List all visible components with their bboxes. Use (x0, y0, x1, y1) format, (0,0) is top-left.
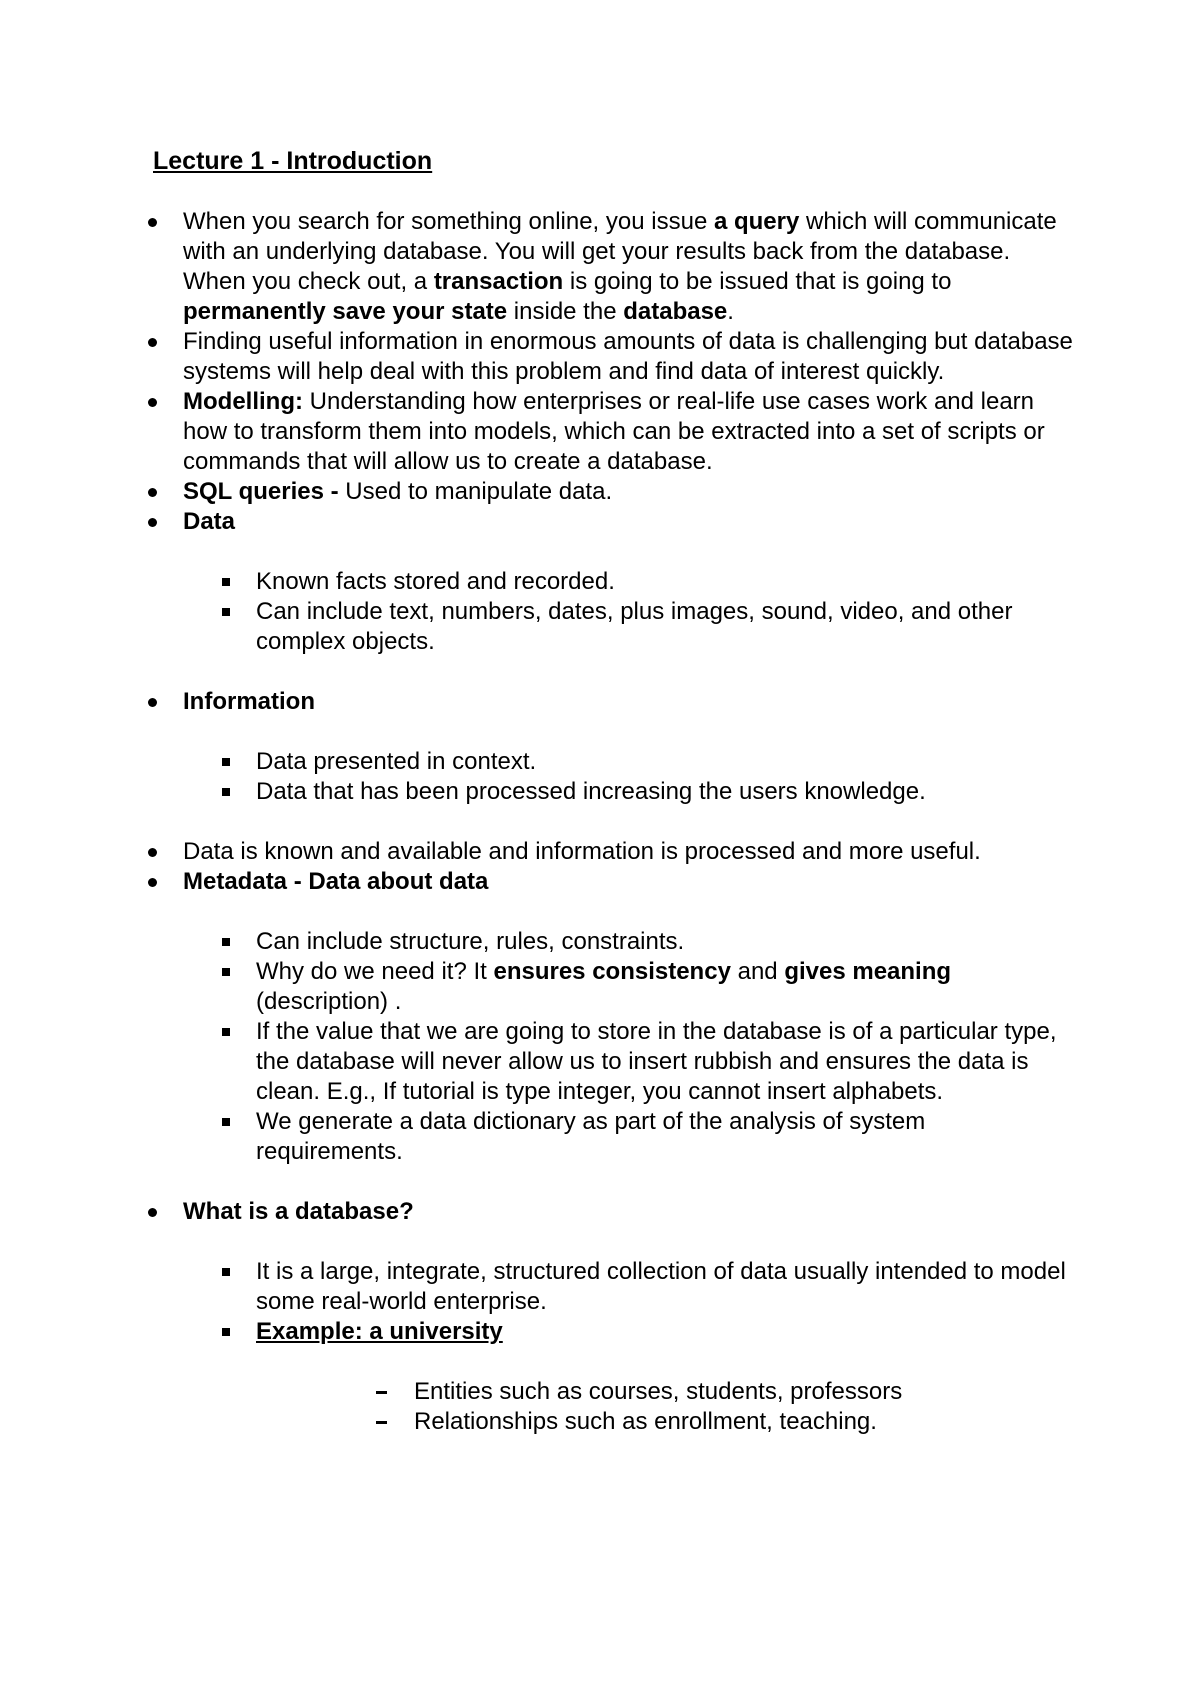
round-bullet-icon (145, 477, 159, 507)
round-bullet-icon (145, 507, 159, 537)
sub-list-item (0, 747, 1066, 777)
sub-list-item (0, 1317, 1066, 1347)
text: Why do we need it? It (256, 958, 494, 985)
text: When you search for something online, you issue (183, 208, 714, 235)
square-bullet-icon (219, 1317, 233, 1347)
round-bullet-icon (145, 387, 159, 417)
text: . (727, 298, 734, 325)
square-bullet-icon (219, 747, 233, 777)
text: Finding useful information in enormous amounts of data is challenging but database systems will help deal with this problem and find data of interest quickly. (183, 328, 1073, 385)
lecture-notes-list (0, 207, 1200, 1437)
list-item-metadata-heading (0, 867, 1073, 897)
square-bullet-icon (219, 1107, 233, 1137)
sub-list-item (0, 1257, 1066, 1317)
bold-term-consistency: ensures consistency (493, 958, 731, 985)
list-item-sql (0, 477, 1073, 507)
heading-what-is-database: What is a database? (183, 1198, 414, 1225)
square-bullet-icon (219, 927, 233, 957)
text: Known facts stored and recorded. (256, 568, 615, 595)
square-bullet-icon (219, 777, 233, 807)
square-bullet-icon (219, 597, 233, 627)
text: Entities such as courses, students, professors (414, 1378, 903, 1405)
text: Can include text, numbers, dates, plus images, sound, video, and other complex objects. (256, 598, 1013, 655)
text: Relationships such as enrollment, teaching. (414, 1408, 877, 1435)
sub-list-item (0, 777, 1066, 807)
list-item-finding-info (0, 327, 1073, 387)
square-bullet-icon (219, 957, 233, 987)
sub-list-item (0, 597, 1066, 657)
bold-term-transaction: transaction (433, 268, 564, 295)
sub-sub-list-item (0, 1377, 1064, 1407)
text: It is a large, integrate, structured collection of data usually intended to model some real-world enterprise. (256, 1258, 1066, 1315)
text: Data presented in context. (256, 748, 537, 775)
sub-list-item (0, 927, 1066, 957)
sub-sub-list-item (0, 1407, 1064, 1437)
list-item-database-heading (0, 1197, 1073, 1227)
sub-list-item (0, 957, 1066, 1017)
heading-information: Information (183, 688, 315, 715)
dash-bullet-icon (372, 1407, 390, 1437)
list-item-information-heading (0, 687, 1073, 717)
square-bullet-icon (219, 1257, 233, 1287)
page-title: Lecture 1 - Introduction (153, 147, 433, 175)
bold-term-sql: SQL queries - (183, 478, 339, 505)
text: inside the (507, 298, 624, 325)
text: Understanding how enterprises or real-life use cases work and learn how to transform them into models, which can be extracted into a set of scripts or commands that will allow us to create a database. (183, 388, 1045, 475)
bold-term-save-state: permanently save your state (183, 298, 508, 325)
text: If the value that we are going to store in the database is of a particular type, the database will never allow us to insert rubbish and ensures the data is clean. E.g., If tutorial is type integer, you cannot insert alphabets. (256, 1018, 1057, 1105)
bold-term-database: database (623, 298, 728, 325)
square-bullet-icon (219, 1017, 233, 1047)
text: Used to manipulate data. (338, 478, 613, 505)
text: (description) . (256, 988, 402, 1015)
bold-term-modelling: Modelling: (183, 388, 303, 415)
sub-list-item (0, 567, 1066, 597)
round-bullet-icon (145, 1197, 159, 1227)
text: and (730, 958, 785, 985)
round-bullet-icon (145, 687, 159, 717)
list-item-data-vs-info (0, 837, 1073, 867)
list-item-modelling (0, 387, 1073, 477)
text: We generate a data dictionary as part of the analysis of system requirements. (256, 1108, 926, 1165)
round-bullet-icon (145, 867, 159, 897)
square-bullet-icon (219, 567, 233, 597)
bold-term-meaning: gives meaning (784, 958, 952, 985)
bold-term-query: a query (713, 208, 800, 235)
round-bullet-icon (145, 327, 159, 357)
round-bullet-icon (145, 837, 159, 867)
example-heading: Example: a university (256, 1318, 503, 1345)
text: is going to be issued that is going to (563, 268, 952, 295)
round-bullet-icon (145, 207, 159, 237)
text: Data that has been processed increasing the users knowledge. (256, 778, 926, 805)
sub-list-item (0, 1107, 1066, 1167)
text: Data is known and available and information is processed and more useful. (183, 838, 981, 865)
list-item-data-heading (0, 507, 1073, 537)
heading-data: Data (183, 508, 236, 535)
dash-bullet-icon (372, 1377, 390, 1407)
heading-metadata: Metadata - Data about data (183, 868, 489, 895)
sub-list-item (0, 1017, 1066, 1107)
text: Can include structure, rules, constraints. (256, 928, 685, 955)
text: which will communicate with an underlying database. You will get your results back from the database. When you check out, a (183, 208, 1057, 295)
list-item-query (0, 207, 1073, 327)
